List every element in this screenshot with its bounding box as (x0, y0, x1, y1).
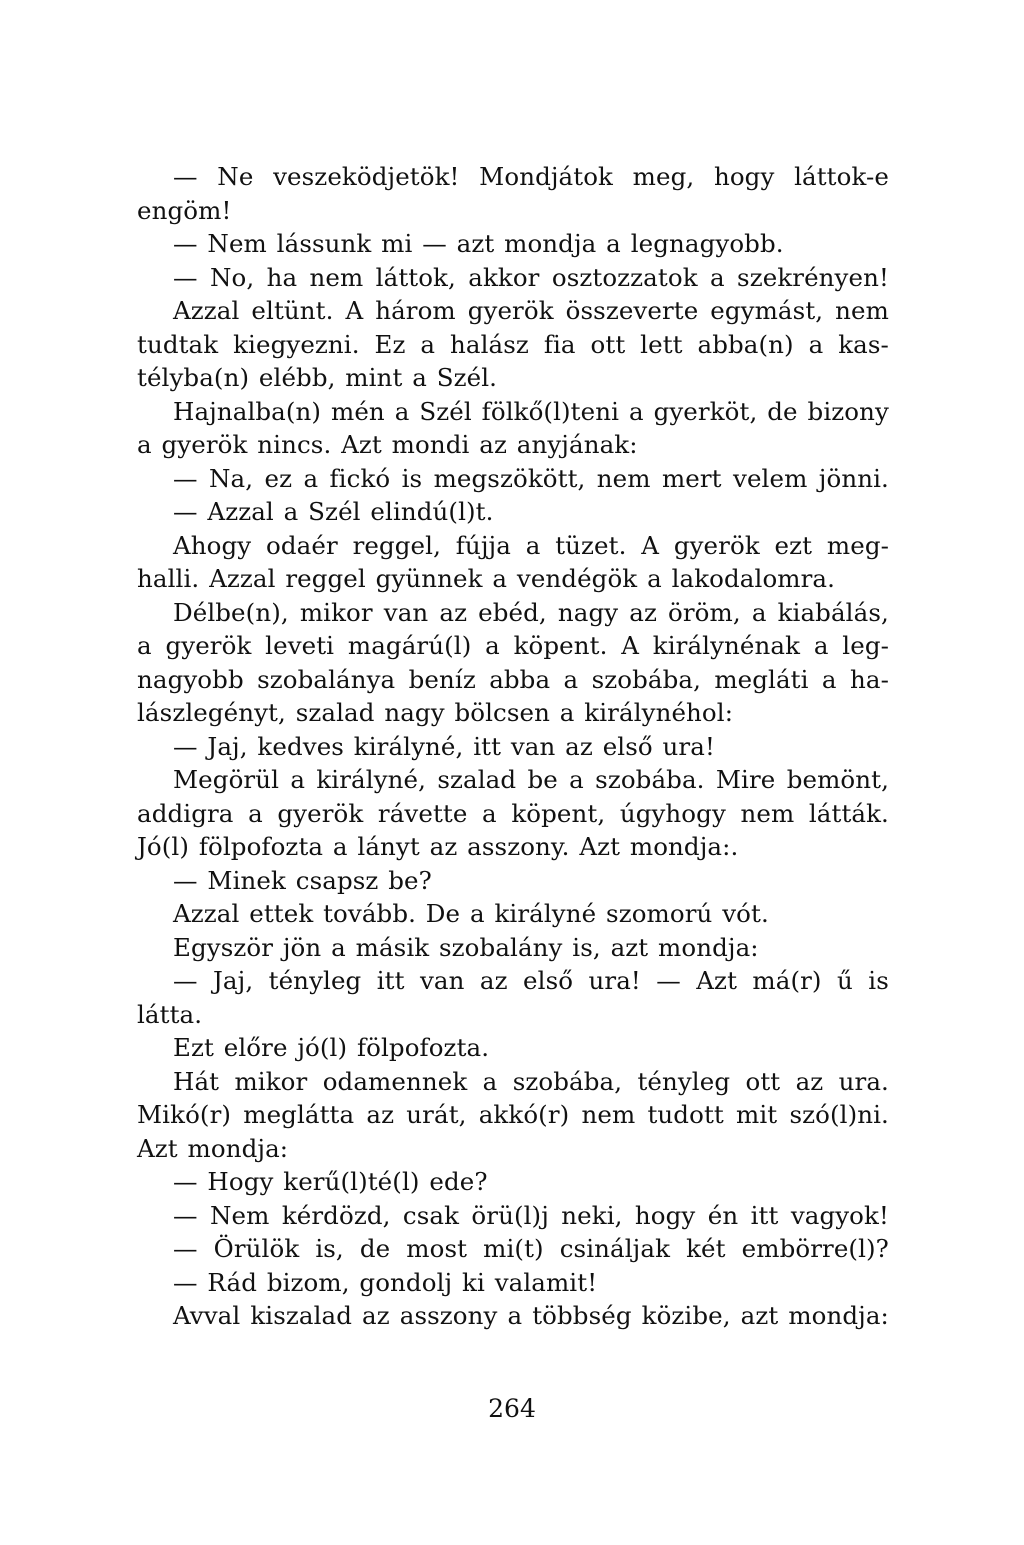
text-line: Azzal ettek tovább. De a királyné szomorú vót. (173, 899, 769, 928)
text-line: a gyerök leveti magárú(l) a köpent. A királynénak a leg- (137, 631, 889, 660)
text-line: — Na, ez a fickó is megszökött, nem mert velem jönni. (173, 463, 889, 493)
text-line: télyba(n) elébb, mint a Szél. (137, 363, 498, 392)
text-line: — Hogy kerű(l)té(l) ede? (173, 1167, 488, 1196)
text-line: — Azzal a Szél elindú(l)t. (173, 497, 494, 526)
text-line: engöm! (137, 195, 232, 225)
text-line: — Nem kérdözd, csak örü(l)j neki, hogy én itt vagyok! (173, 1200, 889, 1230)
text-line: — Nem lássunk mi — azt mondja a legnagyobb. (173, 229, 784, 258)
text-line: Hajnalba(n) mén a Szél fölkő(l)teni a gyerköt, de bizony (173, 396, 889, 426)
text-line: halli. Azzal reggel gyünnek a vendégök a lakodalomra. (137, 564, 836, 593)
text-line: — Jaj, kedves királyné, itt van az első ura! (173, 731, 715, 761)
text-line: Mikó(r) meglátta az urát, akkó(r) nem tudott mit szó(l)ni. (137, 1100, 889, 1129)
text-line: Megörül a királyné, szalad be a szobába. Mire bemönt, (173, 765, 889, 794)
body-text (137, 160, 889, 1333)
text-line: Azt mondja: (137, 1133, 289, 1163)
text-line: Avval kiszalad az asszony a többség közibe, azt mondja: (173, 1301, 889, 1330)
text-line: — Örülök is, de most mi(t) csináljak két embörre(l)? (173, 1234, 889, 1263)
page-number: 264 (488, 1394, 536, 1423)
text-line: — Jaj, tényleg itt van az első ura! — Azt má(r) ű is (173, 966, 889, 995)
text-line: Jó(l) fölpofozta a lányt az asszony. Azt mondja:. (137, 832, 739, 861)
text-line: — No, ha nem láttok, akkor osztozzatok a szekrényen! (173, 262, 889, 292)
text-line: — Rád bizom, gondolj ki valamit! (173, 1267, 598, 1297)
text-line: lászlegényt, szalad nagy bölcsen a királynéhol: (137, 698, 734, 727)
text-line: látta. (137, 999, 203, 1029)
text-line: Azzal eltünt. A három gyerök összeverte egymást, nem (173, 296, 889, 325)
text-line: a gyerök nincs. Azt mondi az anyjának: (137, 430, 638, 459)
text-line: — Minek csapsz be? (173, 865, 432, 895)
text-line: Hát mikor odamennek a szobába, tényleg ott az ura. (173, 1066, 889, 1096)
text-line: Délbe(n), mikor van az ebéd, nagy az öröm, a kiabálás, (173, 597, 889, 627)
text-line: Ezt előre jó(l) fölpofozta. (173, 1033, 490, 1062)
text-line: — Ne veszeködjetök! Mondjátok meg, hogy láttok-e (173, 162, 889, 191)
text-line: nagyobb szobalánya beníz abba a szobába, megláti a ha- (137, 664, 889, 694)
text-line: Ahogy odaér reggel, fújja a tüzet. A gyerök ezt meg- (173, 530, 889, 560)
text-line: tudtak kiegyezni. Ez a halász fia ott lett abba(n) a kas- (137, 329, 889, 359)
text-line: Egyször jön a másik szobalány is, azt mondja: (173, 932, 759, 962)
text-line: addigra a gyerök rávette a köpent, úgyhogy nem látták. (137, 798, 889, 828)
